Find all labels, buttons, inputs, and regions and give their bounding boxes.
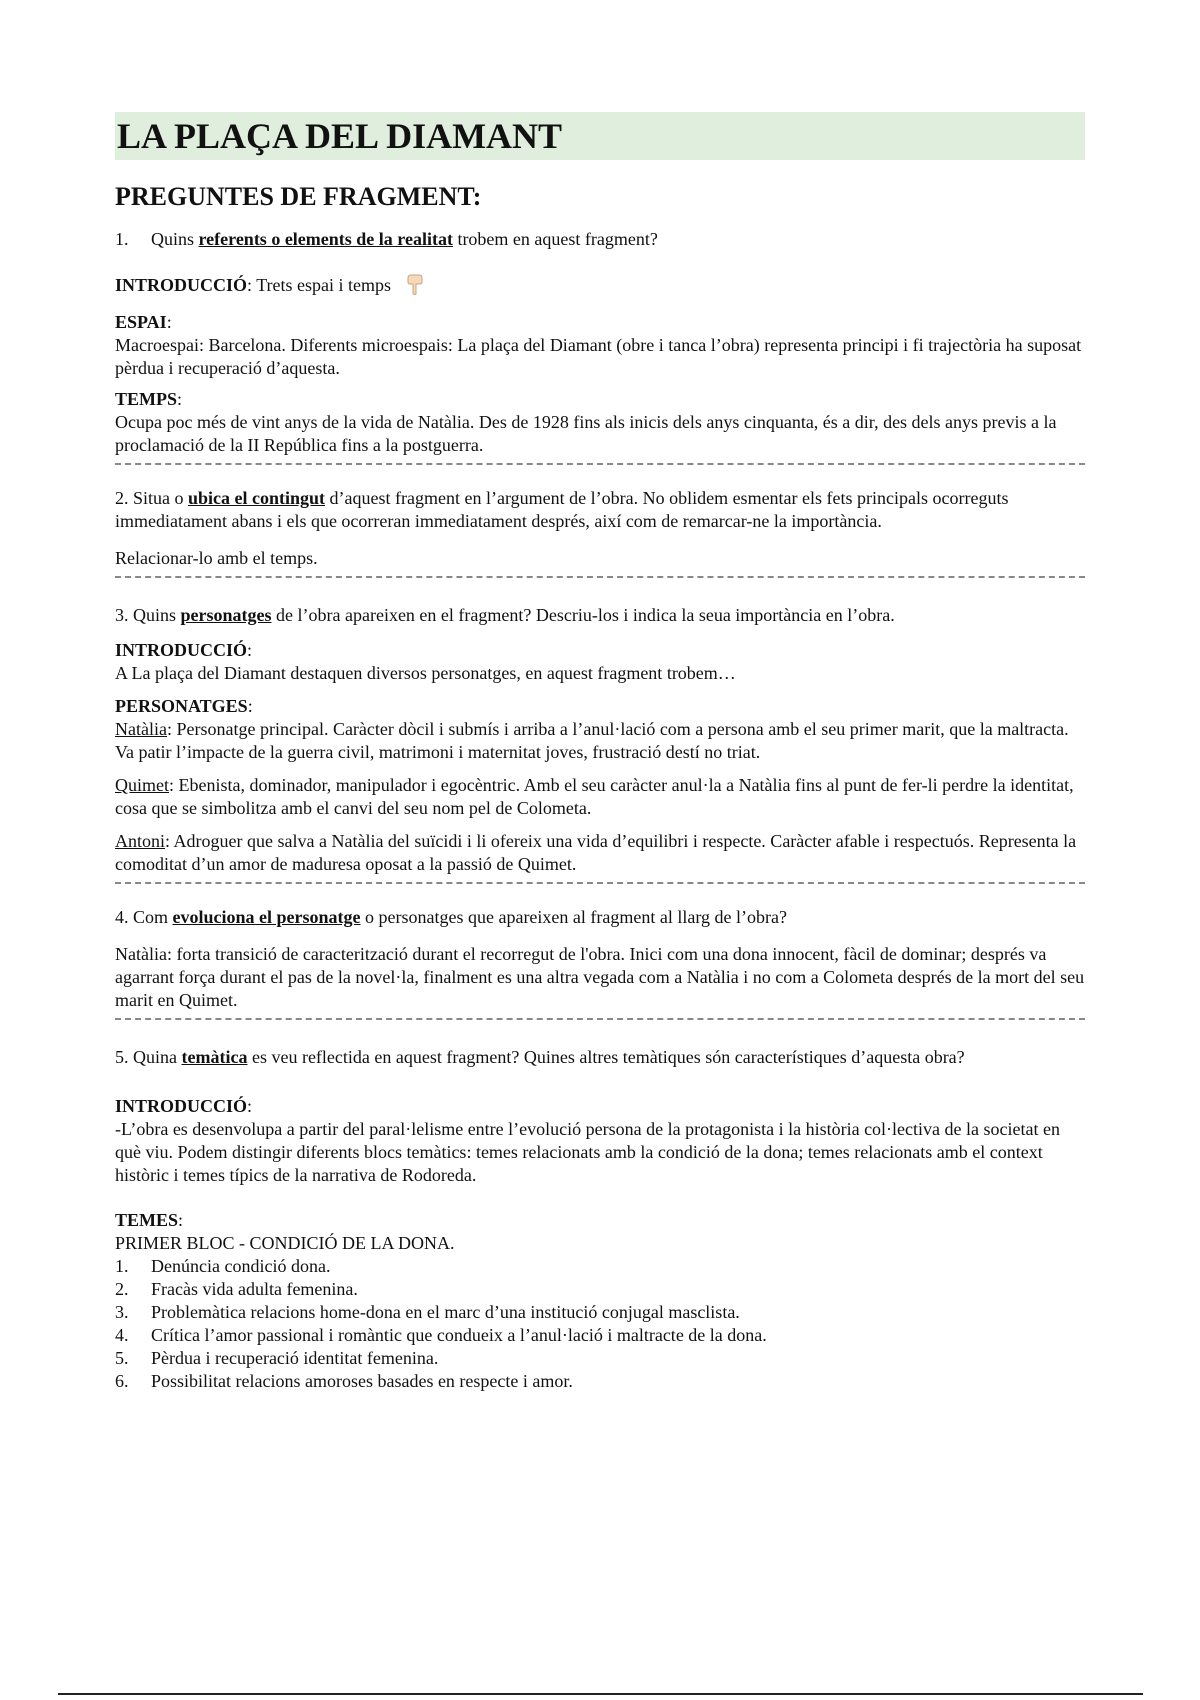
list-item: 6. Possibilitat relacions amoroses basades en respecte i amor. xyxy=(115,1371,573,1391)
espai-label: ESPAI: xyxy=(115,312,172,332)
character-natalia: Natàlia: Personatge principal. Caràcter dòcil i submís i arriba a l’anul·lació com a persona amb el seu primer marit, que la maltracta. Va patir l’impacte de la guerra civil, matrimoni i maternitat joves, frustració destí no triat. xyxy=(115,719,1069,762)
list-item: 1. Denúncia condició dona. xyxy=(115,1256,331,1276)
document-page xyxy=(115,112,1085,1393)
temps-label: TEMPS: xyxy=(115,389,183,409)
pointing-down-hand-icon xyxy=(406,273,424,295)
q5-intro-text: -L’obra es desenvolupa a partir del paral·lelisme entre l’evolució persona de la protagonista i la història col·lectiva de la societat en què viu. Podem distingir diferents blocs temàtics: temes relacionats amb la condició de la dona; temes relacionats amb el context històric i temes típics de la narrativa de Rodoreda. xyxy=(115,1119,1060,1185)
question-keyword: referents o elements de la realitat xyxy=(198,229,453,249)
dashed-divider xyxy=(115,1018,1085,1020)
list-item: 3. Problemàtica relacions home-dona en el marc d’una institució conjugal masclista. xyxy=(115,1302,740,1322)
q3-intro-text: A La plaça del Diamant destaquen diversos personatges, en aquest fragment trobem… xyxy=(115,663,736,683)
themes-label: TEMES: xyxy=(115,1210,184,1230)
section-heading: PREGUNTES DE FRAGMENT: xyxy=(115,182,482,211)
question-keyword: personatges xyxy=(180,605,272,625)
question-number: 1. xyxy=(115,229,129,249)
dashed-divider xyxy=(115,463,1085,465)
question-keyword: evoluciona el personatge xyxy=(172,907,361,927)
characters-label: PERSONATGES: xyxy=(115,696,253,716)
q5-intro-label: INTRODUCCIÓ: xyxy=(115,1096,253,1116)
q2-note: Relacionar-lo amb el temps. xyxy=(115,548,318,568)
themes-list xyxy=(115,1255,1085,1393)
list-item: 5. Pèrdua i recuperació identitat femenina. xyxy=(115,1348,439,1368)
temps-text: Ocupa poc més de vint anys de la vida de Natàlia. Des de 1928 fins als inicis dels anys cinquanta, és a dir, des dels anys previs a la proclamació de la II República fins a la postguerra. xyxy=(115,412,1057,455)
question-3: 3. Quins personatges de l’obra apareixen en el fragment? Descriu-los i indica la seua importància en l’obra. xyxy=(115,605,895,625)
page-bottom-rule xyxy=(58,1693,1143,1695)
theme-block-title: PRIMER BLOC - CONDICIÓ DE LA DONA. xyxy=(115,1233,455,1253)
character-quimet: Quimet: Ebenista, dominador, manipulador i egocèntric. Amb el seu caràcter anul·la a Natàlia fins al punt de fer-li perdre la identitat, cosa que se simbolitza amb el canvi del seu nom pel de Colometa. xyxy=(115,775,1074,818)
dashed-divider xyxy=(115,576,1085,578)
character-antoni: Antoni: Adroguer que salva a Natàlia del suïcidi i li ofereix una vida d’equilibri i respecte. Caràcter afable i respectuós. Representa la comoditat d’un amor de maduresa oposat a la passió de Quimet. xyxy=(115,831,1077,874)
q3-intro-label: INTRODUCCIÓ: xyxy=(115,640,253,660)
question-keyword: temàtica xyxy=(181,1047,248,1067)
question-1: 1. Quins referents o elements de la realitat trobem en aquest fragment? xyxy=(115,229,658,249)
question-2: 2. Situa o ubica el contingut d’aquest fragment en l’argument de l’obra. No oblidem esmentar els fets principals ocorreguts immediatament abans i els que ocorreran immediatament després, així com de remarcar-ne la importància. xyxy=(115,488,1009,531)
list-item: 4. Crítica l’amor passional i romàntic que condueix a l’anul·lació i maltracte de la dona. xyxy=(115,1325,767,1345)
question-4: 4. Com evoluciona el personatge o personatges que apareixen al fragment al llarg de l’obra? xyxy=(115,907,787,927)
espai-text: Macroespai: Barcelona. Diferents microespais: La plaça del Diamant (obre i tanca l’obra) representa principi i fi trajectòria ha suposat pèrdua i recuperació d’aquesta. xyxy=(115,335,1082,378)
list-item: 2. Fracàs vida adulta femenina. xyxy=(115,1279,358,1299)
document-title: LA PLAÇA DEL DIAMANT xyxy=(115,112,1085,160)
question-keyword: ubica el contingut xyxy=(188,488,326,508)
q4-text: Natàlia: forta transició de caracterització durant el recorregut de l'obra. Inici com una dona innocent, fàcil de dominar; després va agarrant força durant el pas de la novel·la, finalment es una altra vegada com a Natàlia i no com a Colometa després de la mort del seu marit en Quimet. xyxy=(115,944,1085,1010)
question-5: 5. Quina temàtica es veu reflectida en aquest fragment? Quines altres temàtiques són característiques d’aquesta obra? xyxy=(115,1047,965,1067)
q1-intro: INTRODUCCIÓ: Trets espai i temps xyxy=(115,273,1085,297)
dashed-divider xyxy=(115,882,1085,884)
